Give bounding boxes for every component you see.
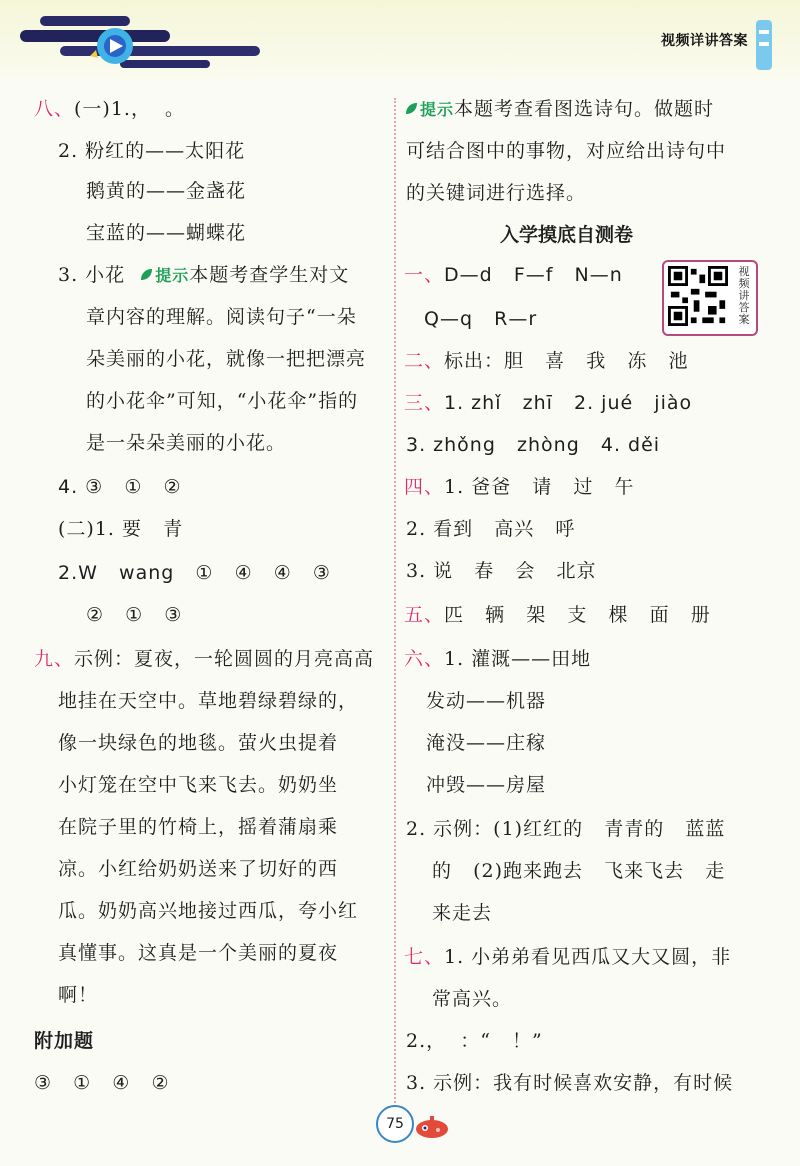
section-8-line-2: 2. 粉红的——太阳花 [58, 140, 246, 162]
header-accent [756, 20, 772, 70]
section-8-line-6: 章内容的理解。阅读句子“一朵 [86, 306, 357, 328]
section-7-line-3: 2.， ：“ ！” [406, 1030, 543, 1052]
section-8-line-12: 2.W wang ① ④ ④ ③ [58, 562, 331, 584]
section-4-line-1: 四、1. 爸爸 请 过 午 [404, 476, 635, 498]
section-3-line-1: 三、1. zhǐ zhī 2. jué jiào [404, 392, 693, 414]
hint-line-1: 提示本题考查看图选诗句。做题时 [404, 96, 714, 123]
header-decoration [20, 8, 260, 78]
section-6-label: 六、 [404, 648, 445, 670]
section-8-line-8: 的小花伞”可知，“小花伞”指的 [86, 390, 359, 412]
qr-code-panel[interactable] [662, 260, 758, 336]
section-9-line-3: 像一块绿色的地毯。萤火虫提着 [58, 732, 339, 754]
section-2-line-1: 二、标出：胆 喜 我 冻 池 [404, 350, 689, 372]
section-7-line-2: 常高兴。 [432, 988, 513, 1010]
section-6-line-7: 来走去 [432, 902, 493, 924]
hint-badge-right: 提示 [404, 100, 454, 119]
section-3-label: 三、 [404, 392, 445, 414]
section-9-label: 九、 [34, 648, 75, 670]
section-8-line-11: (二)1. 要 青 [58, 518, 184, 540]
section-9-line-1: 九、示例：夏夜，一轮圆圆的月亮高高 [34, 648, 375, 670]
section-8-line-5: 3. 小花 提示本题考查学生对文 [58, 264, 350, 286]
section-8-line-1: 八、(一)1.， 。 [34, 98, 186, 120]
submarine-mascot-icon [412, 1112, 452, 1142]
section-6-line-3: 淹没——庄稼 [426, 732, 547, 754]
section-8-line-3: 鹅黄的——金盏花 [86, 180, 247, 202]
section-6-line-4: 冲毁——房屋 [426, 774, 547, 796]
section-8-line-13: ② ① ③ [86, 604, 183, 626]
section-8-line-7: 朵美丽的小花，就像一把把漂亮 [86, 348, 367, 370]
section-6-line-2: 发动——机器 [426, 690, 547, 712]
section-1-label: 一、 [404, 264, 445, 286]
section-6-line-5: 2. 示例：(1)红红的 青青的 蓝蓝 [406, 818, 726, 840]
section-7-label: 七、 [404, 946, 445, 968]
section-1-line-1: 一、D—d F—f N—n [404, 264, 623, 286]
section-5-label: 五、 [404, 604, 445, 626]
page-number: 75 [376, 1105, 414, 1143]
paper-title: 入学摸底自测卷 [500, 224, 634, 246]
section-4-line-2: 2. 看到 高兴 呼 [406, 518, 576, 540]
section-8-line-9: 是一朵朵美丽的小花。 [86, 432, 287, 454]
section-6-line-6: 的 (2)跑来跑去 飞来飞去 走 [432, 860, 726, 882]
section-9-line-5: 在院子里的竹椅上，摇着蒲扇乘 [58, 816, 339, 838]
leaf-icon [404, 102, 418, 116]
section-8-label: 八、 [34, 98, 75, 120]
section-4-line-3: 3. 说 春 会 北京 [406, 560, 597, 582]
section-8-line-4: 宝蓝的——蝴蝶花 [86, 222, 247, 244]
section-2-label: 二、 [404, 350, 445, 372]
column-divider [394, 98, 396, 1138]
section-7-line-1: 七、1. 小弟弟看见西瓜又大又圆，非 [404, 946, 732, 968]
hint-line-3: 的关键词进行选择。 [406, 182, 587, 204]
extra-answer: ③ ① ④ ② [34, 1072, 170, 1094]
section-8-line-10: 4. ③ ① ② [58, 476, 182, 498]
section-5-line-1: 五、匹 辆 架 支 棵 面 册 [404, 604, 711, 626]
section-9-line-2: 地挂在天空中。草地碧绿碧绿的， [58, 690, 359, 712]
section-9-line-6: 凉。小红给奶奶送来了切好的西 [58, 858, 339, 880]
section-3-line-2: 3. zhǒng zhòng 4. děi [406, 434, 661, 456]
section-9-line-4: 小灯笼在空中飞来飞去。奶奶坐 [58, 774, 339, 796]
section-1-line-2: Q—q R—r [424, 308, 538, 330]
section-9-line-9: 啊！ [58, 984, 99, 1006]
section-4-label: 四、 [404, 476, 445, 498]
section-6-line-1: 六、1. 灌溉——田地 [404, 648, 592, 670]
section-9-line-8: 真懂事。这真是一个美丽的夏夜 [58, 942, 339, 964]
section-7-line-4: 3. 示例：我有时候喜欢安静，有时候 [406, 1072, 734, 1094]
qr-code-icon[interactable] [668, 266, 728, 326]
section-9-line-7: 瓜。奶奶高兴地接过西瓜，夸小红 [58, 900, 359, 922]
extra-title: 附加题 [34, 1030, 95, 1052]
header-title: 视频详讲答案 [661, 33, 748, 49]
hint-badge: 提示 [139, 266, 189, 285]
qr-label: 视频讲答案 [738, 265, 750, 326]
hint-line-2: 可结合图中的事物，对应给出诗句中 [406, 140, 727, 162]
leaf-icon [139, 268, 153, 282]
